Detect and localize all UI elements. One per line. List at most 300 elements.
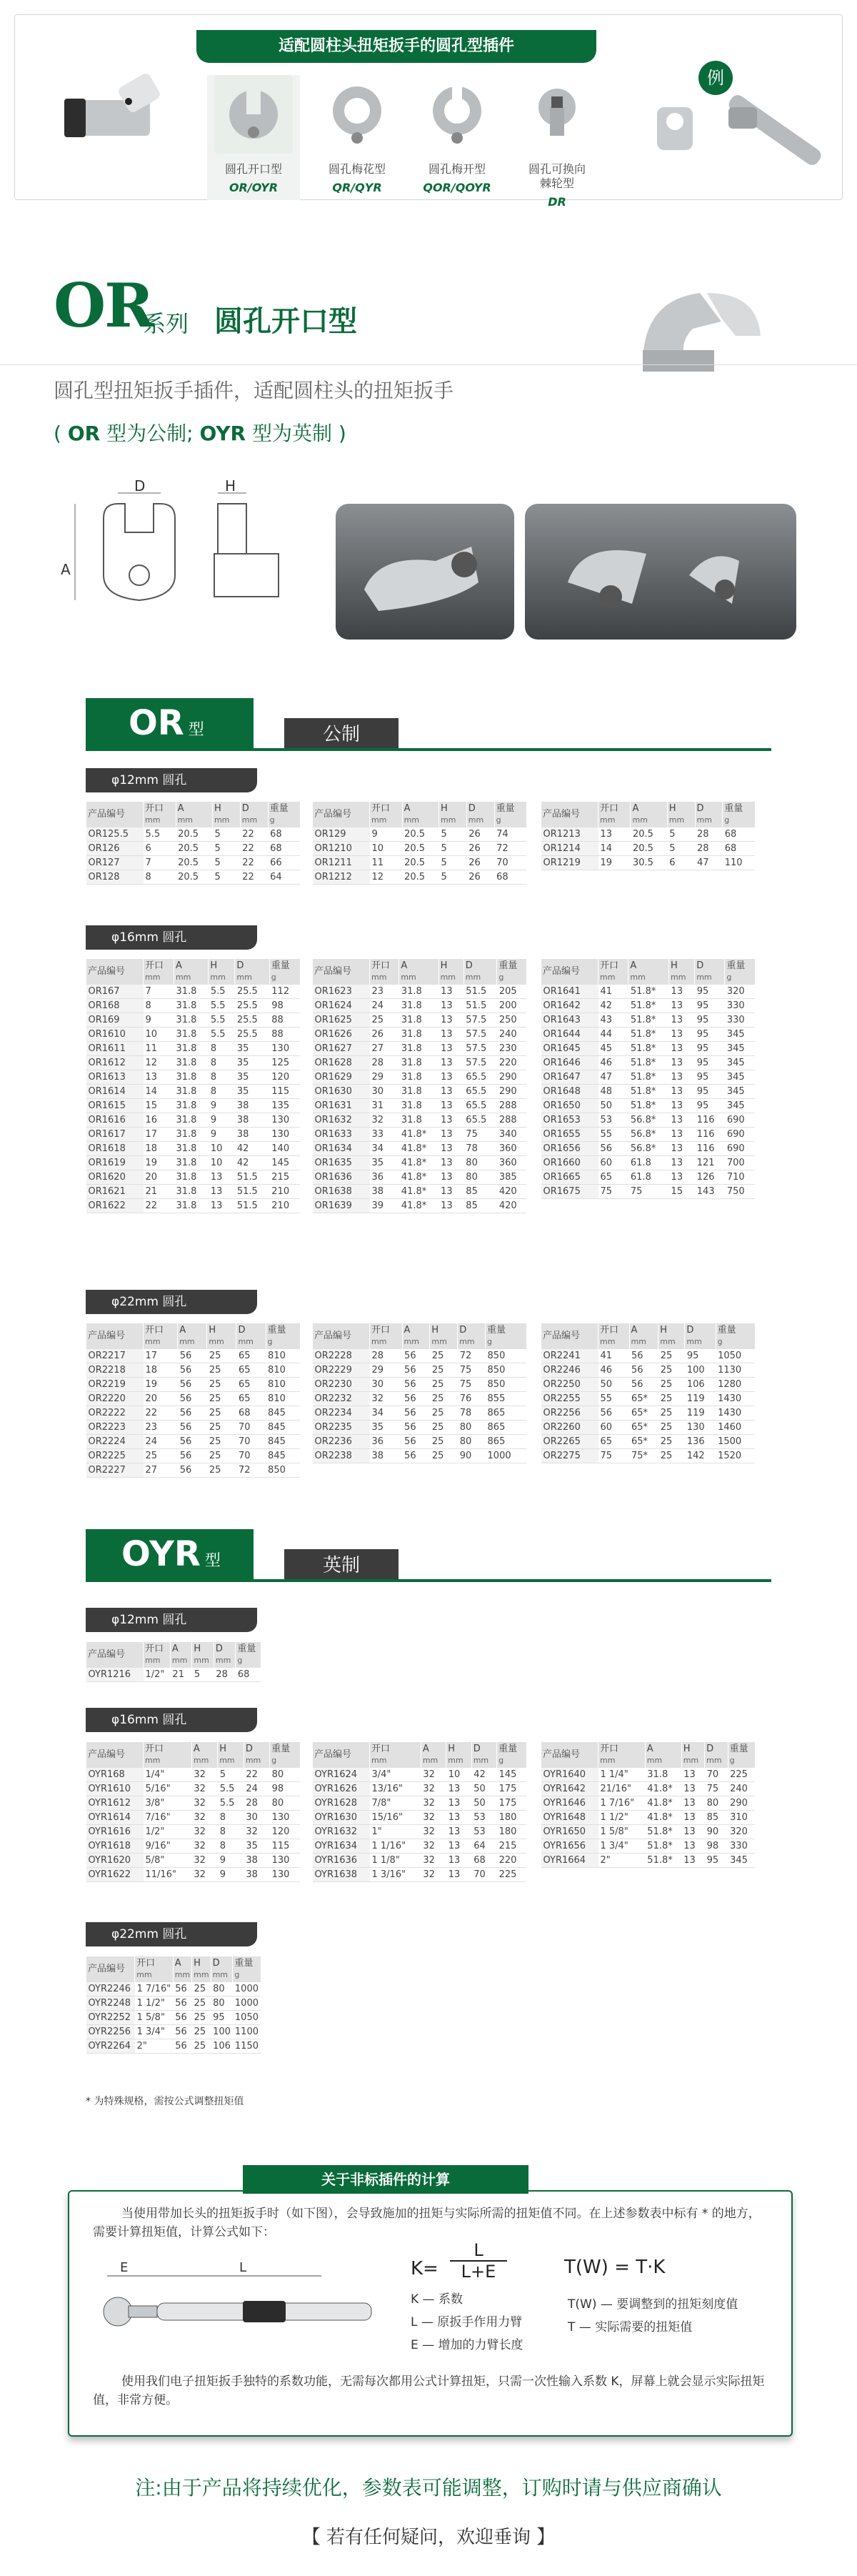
spec-cell: 85 bbox=[463, 1185, 497, 1199]
spec-cell: 45 bbox=[598, 1042, 628, 1056]
spec-cell: 8 bbox=[209, 1070, 235, 1085]
table-row bbox=[313, 1768, 527, 1782]
spec-cell: 60 bbox=[598, 1156, 628, 1170]
spec-cell: 31.8 bbox=[174, 1185, 208, 1199]
spec-cell: 6 bbox=[667, 856, 695, 870]
spec-cell: 220 bbox=[497, 1056, 526, 1070]
spec-cell: 56 bbox=[629, 1363, 658, 1378]
spec-cell: 32 bbox=[421, 1768, 446, 1782]
oyr16-spec-table bbox=[86, 1742, 300, 1882]
product-code-cell: OR1611 bbox=[86, 1042, 144, 1056]
spec-cell: 21 bbox=[170, 1668, 191, 1682]
table-row bbox=[86, 1349, 301, 1363]
spec-cell: 32 bbox=[191, 1825, 217, 1839]
column-header: 开口 mm bbox=[370, 1323, 403, 1349]
table-row bbox=[313, 985, 527, 999]
or12-spec-table bbox=[86, 802, 300, 885]
unit-note-or: OR bbox=[67, 422, 101, 445]
spec-cell: 25 bbox=[192, 1996, 211, 2011]
spec-cell: 56 bbox=[402, 1406, 430, 1421]
spec-cell: 65* bbox=[629, 1421, 658, 1435]
spec-cell: 13 bbox=[669, 1142, 695, 1156]
product-code-cell: OR1632 bbox=[313, 1113, 370, 1128]
spec-cell: 25 bbox=[658, 1406, 685, 1421]
spec-cell: 75 bbox=[458, 1378, 486, 1392]
product-code-cell: OR1634 bbox=[313, 1142, 370, 1156]
spec-cell: 121 bbox=[695, 1156, 725, 1170]
product-code-cell: OR126 bbox=[86, 842, 144, 856]
table-row bbox=[541, 1170, 756, 1185]
product-code-cell: OYR1620 bbox=[86, 1854, 144, 1868]
product-code-cell: OYR1624 bbox=[313, 1768, 370, 1782]
product-code-cell: OR2218 bbox=[86, 1363, 144, 1378]
table-row bbox=[313, 1868, 527, 1882]
spec-cell: 13 bbox=[681, 1839, 704, 1854]
spec-cell: 1050 bbox=[716, 1349, 755, 1363]
product-code-cell: OR1613 bbox=[86, 1070, 144, 1085]
table-header-row bbox=[313, 1742, 527, 1768]
spec-cell: 385 bbox=[497, 1170, 526, 1185]
product-code-cell: OYR1636 bbox=[313, 1854, 370, 1868]
product-code-cell: OR1645 bbox=[541, 1042, 598, 1056]
spec-cell: 13 bbox=[438, 1070, 463, 1085]
spec-cell: 57.5 bbox=[463, 1028, 497, 1042]
legend-k: K — 系数 bbox=[411, 2292, 463, 2307]
spec-cell: 845 bbox=[266, 1449, 300, 1463]
product-code-cell: OR2275 bbox=[541, 1449, 598, 1463]
product-code-cell: OYR1642 bbox=[541, 1782, 598, 1796]
or16-spec-table bbox=[541, 959, 755, 1199]
oyr-unit-label: 英制 bbox=[284, 1549, 399, 1582]
product-code-cell: OYR1656 bbox=[541, 1839, 598, 1854]
spec-cell: 65.5 bbox=[463, 1070, 497, 1085]
product-code-cell: OR1212 bbox=[313, 870, 370, 885]
product-code-cell: OR1210 bbox=[313, 842, 370, 856]
spec-cell: 95 bbox=[211, 2011, 233, 2025]
table-row bbox=[541, 1839, 756, 1854]
spec-cell: 31.8 bbox=[399, 1013, 438, 1028]
spec-cell: 13 bbox=[209, 1170, 235, 1185]
spec-cell: 205 bbox=[497, 985, 526, 999]
table-row bbox=[541, 1042, 756, 1056]
spec-cell: 50 bbox=[598, 1378, 630, 1392]
series-suffix: 系列 bbox=[143, 310, 189, 337]
spec-cell: 5 bbox=[218, 1768, 244, 1782]
product-code-cell: OR2265 bbox=[541, 1435, 598, 1449]
spec-cell: 250 bbox=[497, 1013, 526, 1028]
spec-cell: 25 bbox=[430, 1349, 458, 1363]
spec-cell: 51.5 bbox=[235, 1170, 269, 1185]
product-code-cell: OYR1646 bbox=[541, 1796, 598, 1811]
table-row bbox=[86, 999, 301, 1013]
table-row bbox=[86, 1099, 301, 1113]
spec-cell: 34 bbox=[370, 1406, 403, 1421]
spec-cell: 75 bbox=[463, 1128, 497, 1142]
spec-cell: 32 bbox=[370, 1392, 403, 1406]
product-code-cell: OYR1612 bbox=[86, 1796, 144, 1811]
spec-cell: 41.8* bbox=[399, 1128, 438, 1142]
spec-cell: 140 bbox=[269, 1142, 300, 1156]
spec-cell: 51.5 bbox=[463, 999, 497, 1013]
spec-cell: 90 bbox=[458, 1449, 486, 1463]
spec-cell: 80 bbox=[211, 1996, 233, 2011]
table-row bbox=[86, 2011, 261, 2025]
spec-cell: 32 bbox=[191, 1768, 217, 1782]
unit-note-or-text: 型为公制; bbox=[100, 422, 200, 445]
spec-cell: 35 bbox=[235, 1070, 269, 1085]
spec-cell: 1 3/4" bbox=[598, 1839, 646, 1854]
column-header: D mm bbox=[235, 959, 269, 985]
spec-cell: 24 bbox=[144, 1435, 178, 1449]
column-header: 产品编号 bbox=[313, 1742, 370, 1768]
spec-cell: 14 bbox=[144, 1085, 174, 1099]
product-code-cell: OR1629 bbox=[313, 1070, 370, 1085]
table-row bbox=[313, 1056, 527, 1070]
column-header: 产品编号 bbox=[86, 1323, 144, 1349]
table-row bbox=[86, 1421, 301, 1435]
spec-cell: 13 bbox=[438, 1056, 463, 1070]
spec-cell: 32 bbox=[421, 1811, 446, 1825]
column-header: 开口 mm bbox=[598, 959, 628, 985]
column-header: 重量 g bbox=[266, 1323, 300, 1349]
spec-cell: 75 bbox=[628, 1185, 669, 1199]
spec-cell: 12 bbox=[370, 870, 403, 885]
column-header: D mm bbox=[695, 802, 723, 827]
spec-cell: 31.8 bbox=[399, 985, 438, 999]
spec-cell: 33 bbox=[370, 1128, 399, 1142]
product-code-cell: OR2241 bbox=[541, 1349, 598, 1363]
spec-cell: 345 bbox=[725, 1085, 755, 1099]
column-header: 开口 mm bbox=[144, 1742, 192, 1768]
spec-cell: 110 bbox=[723, 856, 755, 870]
spec-cell: 290 bbox=[728, 1796, 755, 1811]
spec-cell: 230 bbox=[497, 1042, 526, 1056]
spec-cell: 2" bbox=[598, 1854, 646, 1868]
table-header-row bbox=[313, 1323, 527, 1349]
spec-cell: 25 bbox=[207, 1378, 236, 1392]
spec-cell: 3/8" bbox=[144, 1796, 192, 1811]
spec-cell: 51.8* bbox=[628, 1028, 669, 1042]
column-header: H mm bbox=[207, 1323, 236, 1349]
spec-cell: 20 bbox=[144, 1392, 178, 1406]
spec-cell: 5 bbox=[438, 856, 466, 870]
table-row bbox=[313, 1839, 527, 1854]
spec-cell: 10 bbox=[370, 842, 403, 856]
column-header: A mm bbox=[399, 959, 438, 985]
table-row bbox=[541, 1113, 756, 1128]
spec-cell: 25 bbox=[207, 1406, 236, 1421]
spec-cell: 116 bbox=[695, 1113, 725, 1128]
spec-cell: 72 bbox=[494, 842, 526, 856]
spec-cell: 106 bbox=[211, 2039, 233, 2054]
spec-cell: 80 bbox=[463, 1170, 497, 1185]
spec-cell: 65* bbox=[629, 1435, 658, 1449]
spec-cell: 46 bbox=[598, 1363, 630, 1378]
column-header: H mm bbox=[658, 1323, 685, 1349]
spec-cell: 420 bbox=[497, 1199, 526, 1213]
column-header: A mm bbox=[628, 959, 669, 985]
formula-tw: T(W) = T·K bbox=[564, 2257, 666, 2278]
spec-cell: 8 bbox=[218, 1839, 244, 1854]
spec-cell: 95 bbox=[695, 1028, 725, 1042]
spec-cell: 1050 bbox=[233, 2011, 261, 2025]
dim-label-a: A bbox=[61, 561, 71, 578]
spec-cell: 68 bbox=[723, 827, 755, 842]
product-code-cell: OR2229 bbox=[313, 1363, 370, 1378]
product-code-cell: OR2238 bbox=[313, 1449, 370, 1463]
column-header: 产品编号 bbox=[541, 1742, 598, 1768]
spec-cell: 26 bbox=[466, 842, 494, 856]
spec-cell: 34 bbox=[370, 1142, 399, 1156]
spec-cell: 20.5 bbox=[176, 870, 212, 885]
spec-cell: 13 bbox=[438, 985, 463, 999]
spec-cell: 126 bbox=[695, 1170, 725, 1185]
spec-cell: 31.8 bbox=[399, 1042, 438, 1056]
spec-cell: 25 bbox=[658, 1421, 685, 1435]
product-code-cell: OYR2264 bbox=[86, 2039, 135, 2054]
table-row bbox=[86, 1796, 301, 1811]
spec-cell: 13 bbox=[669, 1070, 695, 1085]
spec-cell: 9 bbox=[370, 827, 403, 842]
formula-k bbox=[411, 2258, 438, 2279]
column-header: 重量 g bbox=[270, 1742, 300, 1768]
spec-cell: 13 bbox=[209, 1199, 235, 1213]
product-code-cell: OR2234 bbox=[313, 1406, 370, 1421]
spec-cell: 32 bbox=[421, 1825, 446, 1839]
column-header: D mm bbox=[240, 802, 268, 827]
spec-cell: 46 bbox=[598, 1056, 628, 1070]
table-header-row bbox=[86, 1956, 261, 1982]
spec-cell: 1 1/4" bbox=[598, 1768, 646, 1782]
spec-cell: 56 bbox=[178, 1449, 207, 1463]
table-row bbox=[86, 1013, 301, 1028]
table-row bbox=[541, 1811, 756, 1825]
spec-cell: 13 bbox=[446, 1782, 471, 1796]
spec-cell: 200 bbox=[497, 999, 526, 1013]
product-photo-group bbox=[525, 504, 796, 640]
spec-cell: 51.5 bbox=[235, 1185, 269, 1199]
spec-cell: 56 bbox=[178, 1406, 207, 1421]
column-header: 重量 g bbox=[497, 959, 526, 985]
spec-cell: 5 bbox=[667, 842, 695, 856]
spec-cell: 53 bbox=[471, 1825, 496, 1839]
spec-cell: 130 bbox=[269, 1128, 300, 1142]
spec-cell: 75 bbox=[598, 1185, 628, 1199]
or22-spec-table bbox=[312, 1323, 526, 1463]
oyr-section-tab bbox=[86, 1529, 254, 1579]
spec-cell: 13 bbox=[681, 1854, 704, 1868]
spec-cell: 145 bbox=[269, 1156, 300, 1170]
spec-cell: 9 bbox=[209, 1099, 235, 1113]
spec-cell: 1 1/2" bbox=[598, 1811, 646, 1825]
spec-cell: 13 bbox=[438, 1128, 463, 1142]
spec-cell: 288 bbox=[497, 1113, 526, 1128]
spec-cell: 5 bbox=[667, 827, 695, 842]
spec-cell: 32 bbox=[421, 1839, 446, 1854]
product-code-cell: OR2227 bbox=[86, 1463, 144, 1478]
spec-cell: 39 bbox=[370, 1199, 399, 1213]
unit-note bbox=[54, 418, 346, 447]
oyr22-spec-table bbox=[86, 1956, 261, 2054]
spec-cell: 20.5 bbox=[176, 856, 212, 870]
table-row bbox=[86, 1156, 301, 1170]
spec-cell: 80 bbox=[705, 1796, 728, 1811]
table-row bbox=[313, 1349, 527, 1363]
spec-cell: 51.5 bbox=[235, 1199, 269, 1213]
column-header: D mm bbox=[211, 1956, 233, 1982]
spec-cell: 32 bbox=[191, 1854, 217, 1868]
spec-cell: 18 bbox=[144, 1142, 174, 1156]
spec-cell: 10 bbox=[144, 1028, 174, 1042]
column-header: 产品编号 bbox=[541, 1323, 598, 1349]
column-header: A mm bbox=[170, 1642, 191, 1668]
table-row bbox=[86, 1056, 301, 1070]
spec-cell: 120 bbox=[269, 1070, 300, 1085]
column-header: 开口 mm bbox=[144, 959, 174, 985]
spec-cell: 750 bbox=[725, 1185, 755, 1199]
spec-cell: 8 bbox=[218, 1811, 244, 1825]
table-row bbox=[541, 1349, 756, 1363]
spec-cell: 31.8 bbox=[399, 1085, 438, 1099]
spec-cell: 22 bbox=[240, 870, 268, 885]
column-header: 开口 mm bbox=[598, 1742, 646, 1768]
column-header: D mm bbox=[458, 1323, 486, 1349]
spec-cell: 130 bbox=[270, 1811, 300, 1825]
spec-cell: 56.8* bbox=[628, 1142, 669, 1156]
type-name: 圆孔梅花型 bbox=[328, 162, 386, 176]
column-header: 开口 mm bbox=[598, 1323, 630, 1349]
type-card-or[interactable] bbox=[207, 75, 300, 200]
spec-cell: 23 bbox=[370, 985, 399, 999]
spec-cell: 17 bbox=[144, 1349, 178, 1363]
spec-cell: 220 bbox=[497, 1854, 526, 1868]
column-header: D mm bbox=[695, 959, 725, 985]
spec-cell: 13 bbox=[446, 1796, 471, 1811]
spec-cell: 65* bbox=[629, 1392, 658, 1406]
table-row bbox=[541, 856, 756, 870]
spec-cell: 30 bbox=[370, 1085, 399, 1099]
spec-cell: 95 bbox=[695, 1070, 725, 1085]
spec-cell: 32 bbox=[421, 1796, 446, 1811]
table-header-row bbox=[86, 1742, 301, 1768]
column-header: 产品编号 bbox=[86, 1956, 135, 1982]
spec-cell: 24 bbox=[244, 1782, 269, 1796]
spec-cell: 35 bbox=[235, 1056, 269, 1070]
spec-cell: 56 bbox=[173, 2039, 191, 2054]
spec-cell: 175 bbox=[497, 1782, 526, 1796]
table-row bbox=[313, 1796, 527, 1811]
product-code-cell: OR1660 bbox=[541, 1156, 598, 1170]
column-header: 开口 mm bbox=[135, 1956, 174, 1982]
column-header: 开口 mm bbox=[144, 802, 176, 827]
spec-cell: 43 bbox=[598, 1013, 628, 1028]
product-code-cell: OYR1648 bbox=[541, 1811, 598, 1825]
spec-cell: 25 bbox=[370, 1013, 399, 1028]
table-row bbox=[541, 1796, 756, 1811]
spec-cell: 13 bbox=[669, 1013, 695, 1028]
product-code-cell: OR1647 bbox=[541, 1070, 598, 1085]
spec-cell: 38 bbox=[370, 1185, 399, 1199]
spec-cell: 175 bbox=[497, 1796, 526, 1811]
spec-cell: 100 bbox=[211, 2025, 233, 2039]
spec-cell: 13 bbox=[438, 999, 463, 1013]
spec-cell: 345 bbox=[725, 1070, 755, 1085]
product-code-cell: OYR168 bbox=[86, 1768, 144, 1782]
spec-cell: 78 bbox=[463, 1142, 497, 1156]
column-header: 重量 g bbox=[725, 959, 755, 985]
spec-cell: 80 bbox=[458, 1435, 486, 1449]
table-row bbox=[313, 856, 527, 870]
column-header: D mm bbox=[244, 1742, 269, 1768]
product-code-cell: OYR2256 bbox=[86, 2025, 135, 2039]
spec-cell: 51.5 bbox=[463, 985, 497, 999]
product-code-cell: OR1622 bbox=[86, 1199, 144, 1213]
spec-cell: 810 bbox=[266, 1363, 300, 1378]
column-header: 开口 mm bbox=[144, 1323, 178, 1349]
spec-cell: 13 bbox=[681, 1782, 704, 1796]
spec-cell: 51.8* bbox=[628, 1056, 669, 1070]
spec-cell: 68 bbox=[471, 1854, 496, 1868]
spec-cell: 1 5/8" bbox=[135, 2011, 174, 2025]
example-wrench-illustration bbox=[650, 93, 828, 193]
spec-cell: 95 bbox=[695, 1042, 725, 1056]
spec-cell: 78 bbox=[458, 1406, 486, 1421]
spec-cell: 70 bbox=[705, 1768, 728, 1782]
product-photo-single bbox=[336, 504, 514, 640]
or-16mm-tab: φ16mm 圆孔 bbox=[86, 925, 257, 950]
spec-cell: 20.5 bbox=[176, 827, 212, 842]
oyr-tab-suffix: 型 bbox=[204, 1552, 221, 1570]
spec-cell: 51.8* bbox=[628, 1042, 669, 1056]
table-row bbox=[313, 1363, 527, 1378]
spec-cell: 142 bbox=[685, 1449, 716, 1463]
type-card-dr[interactable] bbox=[511, 75, 603, 209]
spec-cell: 345 bbox=[725, 1028, 755, 1042]
product-code-cell: OR1641 bbox=[541, 985, 598, 999]
spec-cell: 845 bbox=[266, 1421, 300, 1435]
spec-cell: 1430 bbox=[716, 1406, 755, 1421]
spec-cell: 36 bbox=[370, 1170, 399, 1185]
type-card-qr[interactable] bbox=[311, 75, 404, 200]
spec-cell: 5.5 bbox=[209, 1028, 235, 1042]
table-row bbox=[86, 1782, 301, 1796]
spec-cell: 25 bbox=[192, 2011, 211, 2025]
type-card-qor[interactable] bbox=[411, 75, 503, 200]
table-row bbox=[541, 1782, 756, 1796]
spec-cell: 51.8* bbox=[628, 1085, 669, 1099]
table-row bbox=[313, 827, 527, 842]
table-row bbox=[313, 1406, 527, 1421]
spec-cell: 25 bbox=[430, 1421, 458, 1435]
product-code-cell: OR1625 bbox=[313, 1013, 370, 1028]
spec-cell: 320 bbox=[728, 1825, 755, 1839]
spec-cell: 9 bbox=[218, 1868, 244, 1882]
spec-cell: 56 bbox=[402, 1378, 430, 1392]
product-code-cell: OR1219 bbox=[541, 856, 598, 870]
product-code-cell: OR1612 bbox=[86, 1056, 144, 1070]
footer-contact: 【 若有任何疑问，欢迎垂询 】 bbox=[301, 2527, 556, 2548]
spec-cell: 8 bbox=[144, 999, 174, 1013]
spec-cell: 68 bbox=[268, 842, 300, 856]
table-row bbox=[541, 999, 756, 1013]
spec-cell: 25 bbox=[430, 1435, 458, 1449]
spec-cell: 24 bbox=[370, 999, 399, 1013]
table-row bbox=[313, 1378, 527, 1392]
spec-cell: 14 bbox=[598, 842, 631, 856]
table-row bbox=[313, 1854, 527, 1868]
legend-tw: T(W) — 要调整到的扭矩刻度值 bbox=[568, 2297, 738, 2312]
spec-cell: 31.8 bbox=[174, 1056, 208, 1070]
